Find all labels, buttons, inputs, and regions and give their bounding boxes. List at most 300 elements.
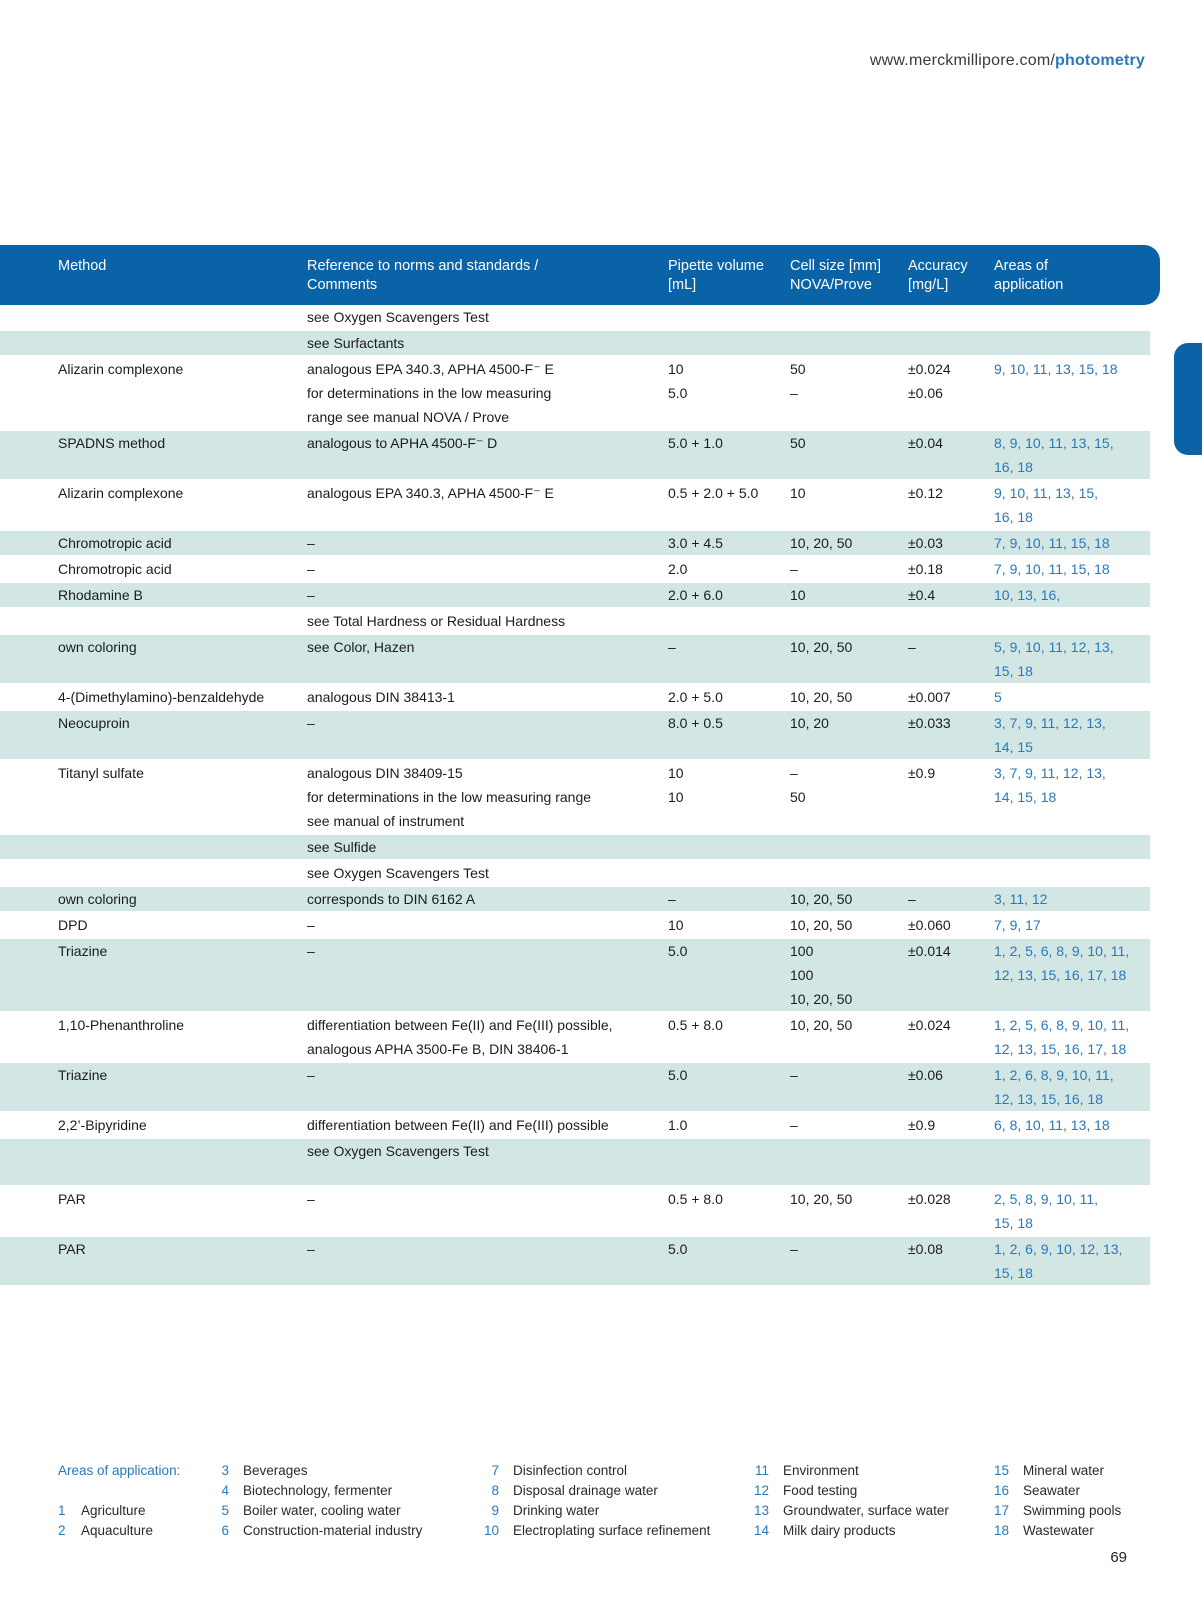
legend-item-number: 6	[221, 1523, 229, 1538]
page-edge-tab	[1174, 343, 1202, 455]
legend-item	[205, 1481, 422, 1501]
comments-cell	[307, 305, 668, 329]
method-cell	[0, 1237, 307, 1261]
cell-size-cell	[790, 761, 908, 809]
table-row	[0, 887, 1150, 913]
pipette-volume-cell	[668, 557, 790, 581]
method-cell	[0, 531, 307, 555]
table-row	[0, 1139, 1150, 1187]
pipette-volume-cell	[668, 357, 790, 405]
legend-item-number: 18	[993, 1523, 1009, 1538]
method-cell	[0, 1113, 307, 1137]
areas-of-application-cell	[994, 583, 1150, 607]
legend-item-label: Wastewater	[1023, 1523, 1094, 1538]
header-text: NOVA/Prove	[790, 277, 872, 293]
accuracy-cell	[908, 913, 994, 937]
legend-column	[475, 1461, 710, 1541]
comments-cell-text: see Color, Hazen	[307, 639, 415, 655]
comments-cell-text: –	[307, 1241, 315, 1257]
cell-size-cell-text: 10, 20, 50	[790, 1191, 853, 1207]
legend-item	[745, 1481, 949, 1501]
legend-column	[745, 1461, 949, 1541]
comments-cell	[307, 861, 668, 885]
method-cell-text: Alizarin complexone	[58, 485, 184, 501]
comments-cell-text: for determinations in the low measuring range	[307, 789, 592, 805]
legend-item	[745, 1461, 949, 1481]
legend-column	[58, 1501, 153, 1541]
method-cell-text: PAR	[58, 1241, 86, 1257]
method-cell-text: Triazine	[58, 1067, 108, 1083]
legend-item-number: 1	[58, 1503, 66, 1518]
legend-item	[475, 1481, 710, 1501]
cell-size-cell-text: –	[790, 385, 798, 401]
cell-size-cell	[790, 1113, 908, 1137]
legend-item-number: 8	[491, 1483, 499, 1498]
comments-cell	[307, 939, 668, 963]
table-row	[0, 1237, 1150, 1287]
cell-size-cell-text: 10, 20, 50	[790, 1017, 853, 1033]
method-cell	[0, 761, 307, 785]
accuracy-cell-text: ±0.024	[908, 1017, 951, 1033]
method-cell	[0, 583, 307, 607]
legend-item-label: Drinking water	[513, 1503, 600, 1518]
comments-cell-text: see Oxygen Scavengers Test	[307, 865, 489, 881]
areas-of-application-cell-text: 7, 9, 10, 11, 15, 18	[994, 561, 1110, 577]
legend-item-label: Food testing	[783, 1483, 858, 1498]
accuracy-cell-text: ±0.03	[908, 535, 943, 551]
comments-cell	[307, 1113, 668, 1137]
pipette-volume-cell	[668, 685, 790, 709]
comments-cell	[307, 357, 668, 429]
accuracy-cell	[908, 711, 994, 735]
accuracy-cell	[908, 1063, 994, 1087]
comments-cell-text: see Total Hardness or Residual Hardness	[307, 613, 566, 629]
comments-cell	[307, 685, 668, 709]
header-text: Accuracy	[908, 258, 968, 274]
accuracy-cell-text: ±0.12	[908, 485, 943, 501]
header-text: Reference to norms and standards /	[307, 258, 539, 274]
cell-size-cell-text: 10, 20, 50	[790, 639, 853, 655]
legend-item	[205, 1521, 422, 1541]
pipette-volume-cell-text: 10	[668, 789, 684, 805]
legend-item-label: Electroplating surface refinement	[513, 1523, 711, 1538]
comments-cell-text: –	[307, 943, 315, 959]
legend-item	[58, 1501, 153, 1521]
column-header-cell-size	[790, 245, 908, 305]
cell-size-cell	[790, 583, 908, 607]
legend-item	[475, 1521, 710, 1541]
cell-size-cell	[790, 1237, 908, 1261]
table-row	[0, 431, 1150, 481]
accuracy-cell	[908, 685, 994, 709]
accuracy-cell-text: ±0.18	[908, 561, 943, 577]
areas-of-application-cell-text: 10, 13, 16,	[994, 587, 1061, 603]
legend-item	[985, 1501, 1121, 1521]
areas-of-application-cell	[994, 887, 1150, 911]
areas-of-application-cell-text: 7, 9, 17	[994, 917, 1041, 933]
areas-of-application-cell	[994, 531, 1150, 555]
cell-size-cell-text: 100	[790, 943, 814, 959]
method-cell	[0, 1013, 307, 1037]
cell-size-cell-text: 50	[790, 789, 806, 805]
method-cell-text: Titanyl sulfate	[58, 765, 144, 781]
table-row	[0, 861, 1150, 887]
pipette-volume-cell-text: 8.0 + 0.5	[668, 715, 723, 731]
method-cell-text: Rhodamine B	[58, 587, 143, 603]
areas-of-application-cell	[994, 431, 1150, 479]
areas-of-application-cell	[994, 685, 1150, 709]
areas-of-application-cell-text: 12, 13, 15, 16, 17, 18	[994, 1041, 1127, 1057]
method-cell	[0, 357, 307, 381]
comments-cell	[307, 635, 668, 659]
cell-size-cell	[790, 887, 908, 911]
pipette-volume-cell-text: 5.0	[668, 943, 688, 959]
legend-item-label: Disinfection control	[513, 1463, 628, 1478]
pipette-volume-cell-text: 0.5 + 2.0 + 5.0	[668, 485, 759, 501]
comments-cell-text: –	[307, 535, 315, 551]
legend-item-number: 11	[754, 1463, 769, 1478]
accuracy-cell	[908, 431, 994, 455]
areas-of-application-cell	[994, 1113, 1150, 1137]
areas-of-application-cell-text: 1, 2, 5, 6, 8, 9, 10, 11,	[994, 943, 1130, 959]
cell-size-cell	[790, 939, 908, 1011]
legend-item-label: Biotechnology, fermenter	[243, 1483, 393, 1498]
table-row	[0, 635, 1150, 685]
column-header-method	[0, 245, 307, 305]
comments-cell-text: –	[307, 587, 315, 603]
table-row	[0, 583, 1150, 609]
cell-size-cell	[790, 431, 908, 455]
areas-of-application-cell-text: 14, 15	[994, 739, 1033, 755]
accuracy-cell-text: ±0.04	[908, 435, 943, 451]
areas-of-application-cell-text: 15, 18	[994, 1265, 1033, 1281]
cell-size-cell-text: –	[790, 765, 798, 781]
areas-of-application-cell-text: 3, 11, 12	[994, 891, 1048, 907]
legend-item	[985, 1521, 1121, 1541]
pipette-volume-cell-text: 5.0 + 1.0	[668, 435, 723, 451]
comments-cell-text: analogous APHA 3500-Fe B, DIN 38406-1	[307, 1041, 569, 1057]
pipette-volume-cell-text: 1.0	[668, 1117, 688, 1133]
legend-item-label: Agriculture	[81, 1503, 146, 1518]
legend-item-number: 5	[221, 1503, 229, 1518]
accuracy-cell	[908, 761, 994, 785]
areas-of-application-cell-text: 16, 18	[994, 509, 1033, 525]
cell-size-cell-text: 50	[790, 435, 806, 451]
cell-size-cell-text: 10, 20, 50	[790, 535, 853, 551]
method-cell	[0, 711, 307, 735]
comments-cell-text: corresponds to DIN 6162 A	[307, 891, 476, 907]
comments-cell-text: analogous EPA 340.3, APHA 4500-F⁻ E	[307, 485, 554, 501]
comments-cell-text: range see manual NOVA / Prove	[307, 409, 510, 425]
comments-cell	[307, 1063, 668, 1087]
pipette-volume-cell-text: –	[668, 891, 676, 907]
cell-size-cell	[790, 1063, 908, 1087]
page-number: 69	[1110, 1549, 1127, 1566]
comments-cell-text: see manual of instrument	[307, 813, 465, 829]
comments-cell	[307, 431, 668, 455]
comments-cell-text: differentiation between Fe(II) and Fe(III) possible,	[307, 1017, 613, 1033]
cell-size-cell-text: 10, 20, 50	[790, 891, 853, 907]
pipette-volume-cell-text: 2.0 + 6.0	[668, 587, 723, 603]
cell-size-cell-text: 10, 20, 50	[790, 689, 853, 705]
header-text: Cell size [mm]	[790, 258, 882, 274]
legend-item-label: Aquaculture	[81, 1523, 154, 1538]
accuracy-cell	[908, 1013, 994, 1037]
column-header-accuracy	[908, 245, 994, 305]
cell-size-cell	[790, 481, 908, 505]
method-cell	[0, 481, 307, 505]
legend-item	[475, 1501, 710, 1521]
legend-item	[985, 1461, 1121, 1481]
comments-cell-text: –	[307, 1067, 315, 1083]
areas-of-application-cell	[994, 939, 1150, 987]
accuracy-cell-text: –	[908, 891, 916, 907]
method-cell-text: Chromotropic acid	[58, 561, 172, 577]
areas-of-application-cell-text: 6, 8, 10, 11, 13, 18	[994, 1117, 1110, 1133]
accuracy-cell	[908, 887, 994, 911]
header-text: Pipette volume	[668, 258, 764, 274]
comments-cell	[307, 1013, 668, 1061]
cell-size-cell-text: 10, 20, 50	[790, 991, 853, 1007]
header-text: Comments	[307, 277, 378, 293]
cell-size-cell-text: 10, 20, 50	[790, 917, 853, 933]
pipette-volume-cell	[668, 1237, 790, 1261]
pipette-volume-cell	[668, 1013, 790, 1037]
legend-item-number: 10	[483, 1523, 499, 1538]
table-header-row	[0, 245, 1160, 305]
comments-cell	[307, 835, 668, 859]
legend-item	[745, 1521, 949, 1541]
pipette-volume-cell	[668, 583, 790, 607]
areas-of-application-cell-text: 2, 5, 8, 9, 10, 11,	[994, 1191, 1099, 1207]
legend-item-number: 3	[221, 1463, 229, 1478]
table-row	[0, 305, 1150, 331]
table-row	[0, 1063, 1150, 1113]
accuracy-cell-text: ±0.060	[908, 917, 951, 933]
comments-cell	[307, 531, 668, 555]
pipette-volume-cell	[668, 481, 790, 505]
cell-size-cell	[790, 1187, 908, 1211]
accuracy-cell-text: –	[908, 639, 916, 655]
table-row	[0, 1013, 1150, 1063]
comments-cell	[307, 761, 668, 833]
legend-item	[745, 1501, 949, 1521]
areas-of-application-cell	[994, 1187, 1150, 1235]
method-cell-text: own coloring	[58, 891, 137, 907]
table-row	[0, 331, 1150, 357]
legend-item	[205, 1461, 422, 1481]
comments-cell	[307, 331, 668, 355]
legend-title: Areas of application:	[58, 1463, 181, 1478]
pipette-volume-cell-text: 5.0	[668, 1067, 688, 1083]
methods-table-body	[0, 305, 1150, 1287]
pipette-volume-cell-text: 2.0 + 5.0	[668, 689, 723, 705]
areas-of-application-cell	[994, 761, 1150, 809]
cell-size-cell	[790, 685, 908, 709]
method-cell	[0, 635, 307, 659]
table-row	[0, 1187, 1150, 1237]
areas-of-application-cell-text: 5	[994, 689, 1002, 705]
cell-size-cell-text: 50	[790, 361, 806, 377]
pipette-volume-cell-text: 5.0	[668, 385, 688, 401]
accuracy-cell	[908, 939, 994, 963]
legend-column	[985, 1461, 1121, 1541]
method-cell	[0, 1063, 307, 1087]
comments-cell-text: differentiation between Fe(II) and Fe(III) possible	[307, 1117, 609, 1133]
areas-of-application-cell	[994, 711, 1150, 759]
areas-of-application-cell	[994, 357, 1150, 381]
areas-of-application-cell-text: 16, 18	[994, 459, 1033, 475]
pipette-volume-cell-text: 2.0	[668, 561, 688, 577]
areas-of-application-cell-text: 12, 13, 15, 16, 17, 18	[994, 967, 1127, 983]
accuracy-cell-text: ±0.06	[908, 385, 943, 401]
comments-cell	[307, 1139, 668, 1163]
method-cell-text: 1,10-Phenanthroline	[58, 1017, 185, 1033]
header-text: Method	[58, 258, 107, 274]
pipette-volume-cell	[668, 939, 790, 963]
accuracy-cell	[908, 531, 994, 555]
accuracy-cell-text: ±0.08	[908, 1241, 943, 1257]
comments-cell	[307, 913, 668, 937]
areas-of-application-cell-text: 3, 7, 9, 11, 12, 13,	[994, 715, 1106, 731]
table-row	[0, 835, 1150, 861]
methods-table	[0, 245, 1160, 1287]
pipette-volume-cell	[668, 1113, 790, 1137]
cell-size-cell-text: –	[790, 1117, 798, 1133]
table-row	[0, 481, 1150, 531]
accuracy-cell	[908, 1237, 994, 1261]
legend-item-number: 16	[993, 1483, 1009, 1498]
comments-cell-text: analogous to APHA 4500-F⁻ D	[307, 435, 498, 451]
pipette-volume-cell	[668, 887, 790, 911]
comments-cell-text: –	[307, 1191, 315, 1207]
legend-item-label: Mineral water	[1023, 1463, 1105, 1478]
legend-item-number: 15	[993, 1463, 1009, 1478]
pipette-volume-cell	[668, 761, 790, 809]
pipette-volume-cell-text: 10	[668, 917, 684, 933]
cell-size-cell	[790, 357, 908, 405]
method-cell-text: own coloring	[58, 639, 137, 655]
legend-item	[205, 1501, 422, 1521]
method-cell	[0, 685, 307, 709]
legend-item	[58, 1521, 153, 1541]
legend-item-number: 4	[221, 1483, 229, 1498]
pipette-volume-cell-text: 3.0 + 4.5	[668, 535, 723, 551]
table-row	[0, 609, 1150, 635]
areas-of-application-cell-text: 1, 2, 6, 8, 9, 10, 11,	[994, 1067, 1114, 1083]
areas-of-application-cell	[994, 635, 1150, 683]
header-text: [mL]	[668, 277, 697, 293]
table-row	[0, 685, 1150, 711]
accuracy-cell-text: ±0.4	[908, 587, 936, 603]
method-cell	[0, 431, 307, 455]
cell-size-cell	[790, 557, 908, 581]
accuracy-cell-text: ±0.06	[908, 1067, 943, 1083]
areas-of-application-cell	[994, 1013, 1150, 1061]
accuracy-cell	[908, 1113, 994, 1137]
accuracy-cell	[908, 1187, 994, 1211]
areas-of-application-cell-text: 8, 9, 10, 11, 13, 15,	[994, 435, 1114, 451]
pipette-volume-cell	[668, 635, 790, 659]
pipette-volume-cell-text: 10	[668, 765, 684, 781]
legend-item-label: Groundwater, surface water	[783, 1503, 949, 1518]
url-section-photometry: photometry	[1055, 52, 1145, 69]
table-row	[0, 939, 1150, 1013]
legend-item-number: 12	[753, 1483, 769, 1498]
comments-cell-text: –	[307, 715, 315, 731]
method-cell-text: 4-(Dimethylamino)-benzaldehyde	[58, 689, 265, 705]
website-url[interactable]	[870, 52, 1145, 70]
legend-item-number: 7	[491, 1463, 499, 1478]
comments-cell-text: see Sulfide	[307, 839, 377, 855]
cell-size-cell	[790, 711, 908, 735]
legend-item-label: Seawater	[1023, 1483, 1081, 1498]
areas-of-application-cell-text: 15, 18	[994, 1215, 1033, 1231]
areas-of-application-cell-text: 5, 9, 10, 11, 12, 13,	[994, 639, 1114, 655]
pipette-volume-cell	[668, 711, 790, 735]
method-cell-text: Alizarin complexone	[58, 361, 184, 377]
accuracy-cell-text: ±0.024	[908, 361, 951, 377]
header-text: application	[994, 277, 1064, 293]
method-cell-text: PAR	[58, 1191, 86, 1207]
legend-item-label: Boiler water, cooling water	[243, 1503, 401, 1518]
cell-size-cell	[790, 635, 908, 659]
cell-size-cell-text: 10	[790, 485, 806, 501]
areas-of-application-cell	[994, 913, 1150, 937]
pipette-volume-cell-text: 0.5 + 8.0	[668, 1191, 723, 1207]
method-cell-text: DPD	[58, 917, 88, 933]
comments-cell-text: see Oxygen Scavengers Test	[307, 1143, 489, 1159]
comments-cell-text: see Surfactants	[307, 335, 405, 351]
areas-of-application-cell-text: 15, 18	[994, 663, 1033, 679]
areas-of-application-cell-text: 1, 2, 5, 6, 8, 9, 10, 11,	[994, 1017, 1130, 1033]
pipette-volume-cell-text: 0.5 + 8.0	[668, 1017, 723, 1033]
legend-item-label: Environment	[783, 1463, 859, 1478]
comments-cell	[307, 711, 668, 735]
cell-size-cell	[790, 1013, 908, 1037]
comments-cell	[307, 481, 668, 505]
table-row	[0, 531, 1150, 557]
pipette-volume-cell	[668, 913, 790, 937]
comments-cell-text: analogous DIN 38409-15	[307, 765, 463, 781]
method-cell-text: Triazine	[58, 943, 108, 959]
comments-cell	[307, 1187, 668, 1211]
cell-size-cell-text: –	[790, 1067, 798, 1083]
method-cell-text: 2,2’-Bipyridine	[58, 1117, 147, 1133]
comments-cell-text: analogous EPA 340.3, APHA 4500-F⁻ E	[307, 361, 554, 377]
comments-cell-text: analogous DIN 38413-1	[307, 689, 455, 705]
cell-size-cell-text: –	[790, 561, 798, 577]
pipette-volume-cell	[668, 431, 790, 455]
cell-size-cell-text: 100	[790, 967, 814, 983]
areas-of-application-cell-text: 3, 7, 9, 11, 12, 13,	[994, 765, 1106, 781]
areas-of-application-cell-text: 7, 9, 10, 11, 15, 18	[994, 535, 1110, 551]
cell-size-cell-text: 10, 20	[790, 715, 829, 731]
cell-size-cell-text: 10	[790, 587, 806, 603]
table-row	[0, 761, 1150, 835]
areas-of-application-cell	[994, 557, 1150, 581]
legend-item-label: Construction-material industry	[243, 1523, 423, 1538]
method-cell-text: SPADNS method	[58, 435, 166, 451]
legend-item-number: 14	[753, 1523, 769, 1538]
legend-item-label: Milk dairy products	[783, 1523, 896, 1538]
legend-item-label: Swimming pools	[1023, 1503, 1122, 1518]
method-cell-text: Chromotropic acid	[58, 535, 172, 551]
pipette-volume-cell-text: 5.0	[668, 1241, 688, 1257]
table-row	[0, 711, 1150, 761]
accuracy-cell-text: ±0.9	[908, 765, 936, 781]
accuracy-cell-text: ±0.028	[908, 1191, 951, 1207]
